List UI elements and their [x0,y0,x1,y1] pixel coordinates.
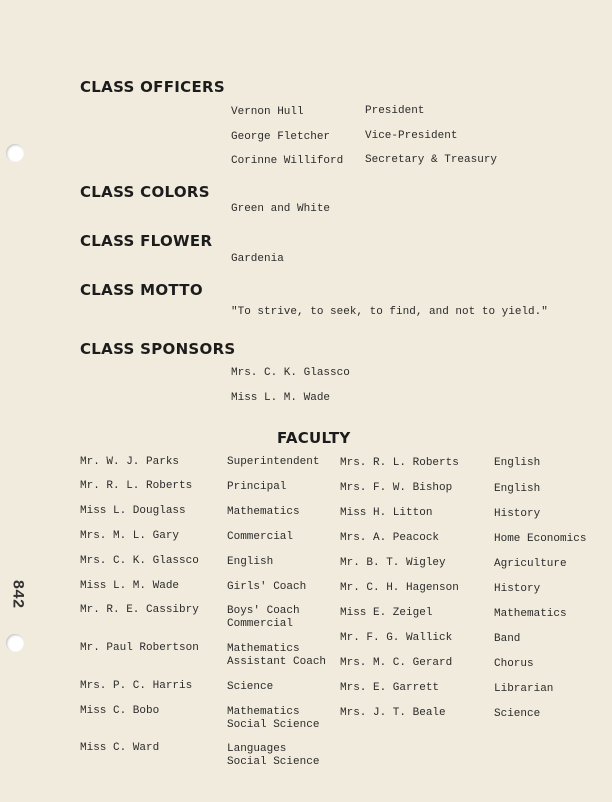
page-number: 842 [8,579,27,609]
faculty-subject-secondary: Social Science [227,756,320,768]
faculty-subject: English [494,483,541,495]
faculty-name: Miss E. Zeigel [340,607,433,619]
faculty-name: Mrs. M. L. Gary [80,530,180,542]
faculty-subject: English [227,556,274,568]
faculty-subject: Home Economics [494,533,587,545]
class-motto-heading: CLASS MOTTO [80,281,203,299]
faculty-subject: Agriculture [494,558,567,570]
faculty-name: Mrs. A. Peacock [340,532,440,544]
faculty-subject-secondary: Social Science [227,719,320,731]
faculty-name: Mrs. J. T. Beale [340,707,446,719]
faculty-name: Mr. Paul Robertson [80,642,199,654]
officer-title: Vice-President [365,130,458,142]
faculty-name: Mrs. C. K. Glassco [80,555,199,567]
faculty-subject: Band [494,633,521,645]
faculty-subject: Mathematics [494,608,567,620]
faculty-name: Mr. C. H. Hagenson [340,582,459,594]
faculty-subject: History [494,508,541,520]
faculty-subject: Principal [227,481,287,493]
sponsor-name: Miss L. M. Wade [231,392,331,404]
faculty-subject: Science [227,681,274,693]
class-flower-value: Gardenia [231,253,284,265]
faculty-subject: Mathematics [227,706,300,718]
faculty-subject: Librarian [494,683,554,695]
punch-hole-top [6,144,24,162]
class-colors-heading: CLASS COLORS [80,183,210,201]
faculty-subject-secondary: Commercial [227,618,294,630]
class-flower-heading: CLASS FLOWER [80,232,213,250]
faculty-name: Mrs. M. C. Gerard [340,657,453,669]
faculty-subject: History [494,583,541,595]
faculty-subject: Science [494,708,541,720]
faculty-name: Miss H. Litton [340,507,433,519]
sponsor-name: Mrs. C. K. Glassco [231,367,350,379]
faculty-subject: Boys' Coach [227,605,300,617]
faculty-subject: Mathematics [227,643,300,655]
faculty-name: Mrs. P. C. Harris [80,680,193,692]
class-motto-value: "To strive, to seek, to find, and not to yield." [231,306,548,318]
faculty-subject: Languages [227,743,287,755]
faculty-name: Mr. B. T. Wigley [340,557,446,569]
officer-title: Secretary & Treasury [365,154,498,166]
faculty-subject: English [494,457,541,469]
faculty-subject: Superintendent [227,456,320,468]
punch-hole-bottom [6,634,24,652]
officer-title: President [365,105,425,117]
faculty-name: Miss L. Douglass [80,505,186,517]
officer-name: George Fletcher [231,131,331,143]
officer-name: Vernon Hull [231,106,304,118]
faculty-name: Mrs. E. Garrett [340,682,440,694]
faculty-name: Miss L. M. Wade [80,580,180,592]
faculty-name: Mr. W. J. Parks [80,456,180,468]
faculty-name: Mr. F. G. Wallick [340,632,453,644]
faculty-subject: Commercial [227,531,294,543]
faculty-subject: Girls' Coach [227,581,307,593]
faculty-name: Miss C. Ward [80,742,160,754]
faculty-name: Mrs. R. L. Roberts [340,457,459,469]
faculty-name: Mr. R. E. Cassibry [80,604,199,616]
faculty-subject: Chorus [494,658,534,670]
class-colors-value: Green and White [231,203,331,215]
faculty-heading: FACULTY [277,429,351,447]
faculty-name: Mr. R. L. Roberts [80,480,193,492]
class-sponsors-heading: CLASS SPONSORS [80,340,236,358]
faculty-subject: Mathematics [227,506,300,518]
officer-name: Corinne Williford [231,155,344,167]
faculty-subject-secondary: Assistant Coach [227,656,327,668]
class-officers-heading: CLASS OFFICERS [80,78,225,96]
faculty-name: Miss C. Bobo [80,705,160,717]
faculty-name: Mrs. F. W. Bishop [340,482,453,494]
